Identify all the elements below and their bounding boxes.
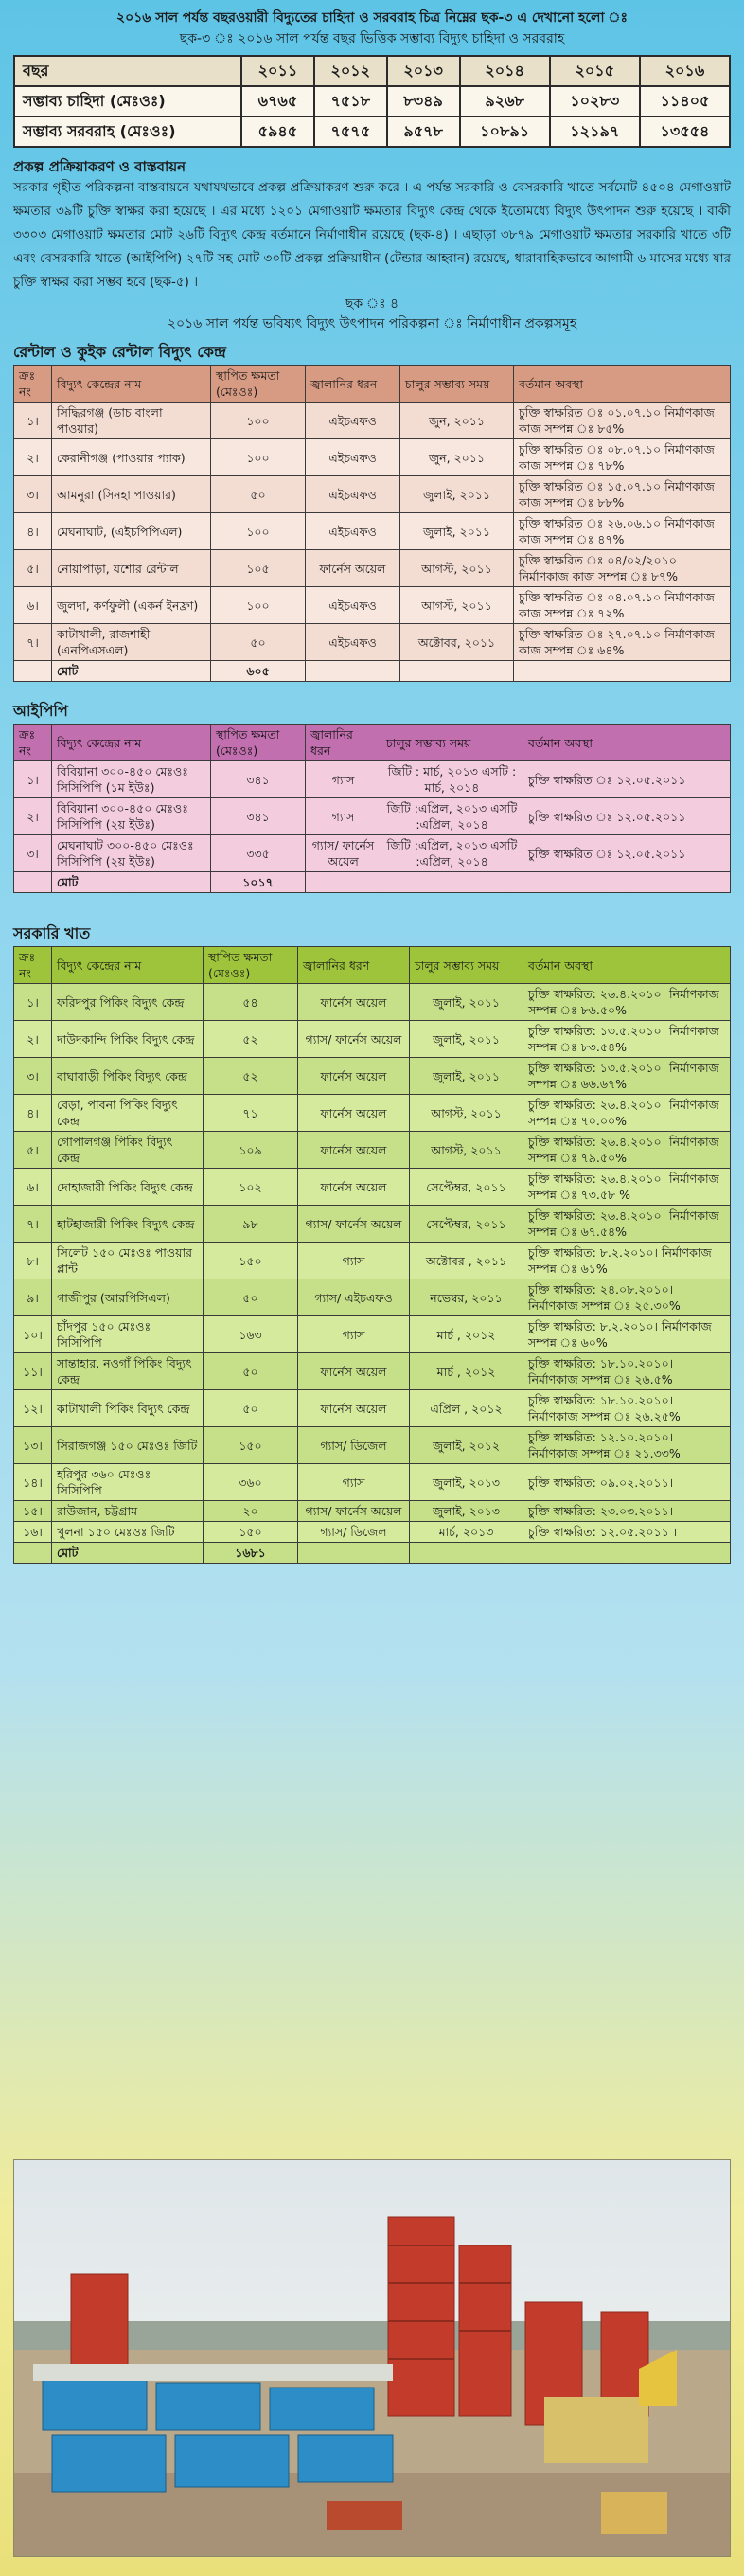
serial-cell: ২। xyxy=(14,439,52,476)
serial-cell: ১৫। xyxy=(14,1501,52,1522)
table-row xyxy=(14,513,731,550)
empty-cell xyxy=(514,661,731,682)
column-header: চালুর সম্ভাব্য সময় xyxy=(400,366,514,402)
fuel-cell: ফার্নেস অয়েল xyxy=(298,1095,410,1132)
plant-name-cell: বিবিয়ানা ৩০০-৪৫০ মেঃওঃ সিসিপিপি (২য় ইউঃ) xyxy=(52,798,211,835)
capacity-cell: ৩৪১ xyxy=(211,798,306,835)
plant-name-cell: খুলনা ১৫০ মেঃওঃ জিটি xyxy=(52,1522,204,1543)
status-cell: চুক্তি স্বাক্ষরিত ঃ ২৭.০৭.১০ নির্মাণকাজ কাজ সম্পন্ন ঃ ৬৪% xyxy=(514,624,731,661)
capacity-cell: ৫০ xyxy=(211,476,306,513)
capacity-cell: ১৫০ xyxy=(204,1522,298,1543)
document xyxy=(13,8,731,1564)
plant-name-cell: গাজীপুর (আরপিসিএল) xyxy=(52,1279,204,1316)
commissioning-time-cell: আগস্ট, ২০১১ xyxy=(410,1132,523,1169)
fuel-cell: গ্যাস xyxy=(306,761,381,798)
commissioning-time-cell: মার্চ , ২০১২ xyxy=(410,1353,523,1390)
serial-cell: ১৪। xyxy=(14,1464,52,1501)
commissioning-time-cell: জুলাই, ২০১১ xyxy=(410,1021,523,1058)
total-label: মোট xyxy=(52,661,211,682)
plant-name-cell: ফরিদপুর পিকিং বিদ্যুৎ কেন্দ্র xyxy=(52,984,204,1021)
plant-name-cell: দোহাজারী পিকিং বিদ্যুৎ কেন্দ্র xyxy=(52,1169,204,1206)
serial-cell: ৩। xyxy=(14,476,52,513)
total-row xyxy=(14,1543,731,1564)
commissioning-time-cell: এপ্রিল , ২০১২ xyxy=(410,1390,523,1427)
serial-cell: ৫। xyxy=(14,550,52,587)
commissioning-time-cell: জুলাই, ২০১১ xyxy=(410,984,523,1021)
column-header: বর্তমান অবস্থা xyxy=(523,724,731,761)
fuel-cell: গ্যাস xyxy=(306,798,381,835)
table-row xyxy=(14,1169,731,1206)
serial-cell: ৪। xyxy=(14,513,52,550)
fuel-cell: এইচএফও xyxy=(306,402,400,439)
empty-cell xyxy=(298,1543,410,1564)
total-value: ১৬৮১ xyxy=(204,1543,298,1564)
supply-cell: ১০৮৯১ xyxy=(460,116,550,147)
demand-cell: ৬৭৬৫ xyxy=(241,86,314,116)
supply-cell: ১২১৯৭ xyxy=(550,116,640,147)
fuel-cell: গ্যাস/ ডিজেল xyxy=(298,1427,410,1464)
commissioning-time-cell: অক্টোবর, ২০১১ xyxy=(400,624,514,661)
column-header: স্থাপিত ক্ষমতা (মেঃওঃ) xyxy=(204,947,298,984)
commissioning-time-cell: আগস্ট, ২০১১ xyxy=(410,1095,523,1132)
total-label: মোট xyxy=(52,872,211,893)
capacity-cell: ৫২ xyxy=(204,1058,298,1095)
commissioning-time-cell: মার্চ , ২০১২ xyxy=(410,1316,523,1353)
status-cell: চুক্তি স্বাক্ষরিত: ২৬.৪.২০১০। নির্মাণকাজ সম্পন্ন ঃ ৭৩.৫৮ % xyxy=(523,1169,731,1206)
fuel-cell: এইচএফও xyxy=(306,439,400,476)
serial-cell: ৬। xyxy=(14,587,52,624)
commissioning-time-cell: সেপ্টেম্বর, ২০১১ xyxy=(410,1206,523,1243)
plant-name-cell: বেড়া, পাবনা পিকিং বিদ্যুৎ কেন্দ্র xyxy=(52,1095,204,1132)
capacity-cell: ১০০ xyxy=(211,402,306,439)
plant-name-cell: নোয়াপাড়া, যশোর রেন্টাল xyxy=(52,550,211,587)
status-cell: চুক্তি স্বাক্ষরিত: ২৪.০৮.২০১০। নির্মাণকাজ সম্পন্ন ঃ ২৫.৩০% xyxy=(523,1279,731,1316)
year-cell: ২০১১ xyxy=(241,56,314,86)
capacity-cell: ১৬৩ xyxy=(204,1316,298,1353)
status-cell: চুক্তি স্বাক্ষরিত: ২৬.৪.২০১০। নির্মাণকাজ সম্পন্ন ঃ ৭৯.৫০% xyxy=(523,1132,731,1169)
serial-cell: ২। xyxy=(14,798,52,835)
table-row xyxy=(14,1501,731,1522)
fuel-cell: গ্যাস/ ফার্নেস অয়েল xyxy=(298,1501,410,1522)
empty-cell xyxy=(306,872,381,893)
status-cell: চুক্তি স্বাক্ষরিত: ৮.২.২০১০। নির্মাণকাজ সম্পন্ন ঃ ৬০% xyxy=(523,1316,731,1353)
column-header: চালুর সম্ভাব্য সময় xyxy=(381,724,523,761)
serial-cell: ১। xyxy=(14,761,52,798)
commissioning-time-cell: অক্টোবর , ২০১১ xyxy=(410,1243,523,1279)
fuel-cell: ফার্নেস অয়েল xyxy=(298,1132,410,1169)
table-header-row xyxy=(14,724,731,761)
serial-cell: ১২। xyxy=(14,1390,52,1427)
total-label: মোট xyxy=(52,1543,204,1564)
table-row xyxy=(14,476,731,513)
plant-name-cell: হরিপুর ৩৬০ মেঃওঃ সিসিপিপি xyxy=(52,1464,204,1501)
year-cell: ২০১৬ xyxy=(640,56,730,86)
plant-name-cell: চাঁদপুর ১৫০ মেঃওঃ সিসিপিপি xyxy=(52,1316,204,1353)
column-header: ক্রঃ নং xyxy=(14,724,52,761)
status-cell: চুক্তি স্বাক্ষরিত: ২৩.০৩.২০১১। xyxy=(523,1501,731,1522)
capacity-cell: ৫০ xyxy=(204,1353,298,1390)
demand-cell: ৮৩৪৯ xyxy=(387,86,460,116)
fuel-cell: ফার্নেস অয়েল xyxy=(298,1169,410,1206)
column-header: বিদ্যুৎ কেন্দ্রের নাম xyxy=(52,366,211,402)
column-header: জ্বালানির ধরন xyxy=(306,724,381,761)
table-row xyxy=(14,587,731,624)
plant-name-cell: জুলদা, কর্ণফুলী (একর্ন ইনফ্রা) xyxy=(52,587,211,624)
capacity-cell: ১৫০ xyxy=(204,1243,298,1279)
commissioning-time-cell: আগস্ট, ২০১১ xyxy=(400,550,514,587)
status-cell: চুক্তি স্বাক্ষরিত: ১৩.৫.২০১০। নির্মাণকাজ সম্পন্ন ঃ ৮৩.৫৪% xyxy=(523,1021,731,1058)
capacity-cell: ৩৪১ xyxy=(211,761,306,798)
status-cell: চুক্তি স্বাক্ষরিত ঃ ০১.০৭.১০ নির্মাণকাজ কাজ সম্পন্ন ঃ ৮৫% xyxy=(514,402,731,439)
capacity-cell: ৫৪ xyxy=(204,984,298,1021)
plant-name-cell: কেরানীগঞ্জ (পাওয়ার প্যাক) xyxy=(52,439,211,476)
demand-cell: ৭৫১৮ xyxy=(314,86,387,116)
capacity-cell: ৩৬০ xyxy=(204,1464,298,1501)
commissioning-time-cell: জুলাই, ২০১৩ xyxy=(410,1501,523,1522)
serial-cell: ১১। xyxy=(14,1353,52,1390)
plant-name-cell: মেঘনাঘাট, (এইচপিপিএল) xyxy=(52,513,211,550)
status-cell: চুক্তি স্বাক্ষরিত ঃ ১৫.০৭.১০ নির্মাণকাজ কাজ সম্পন্ন ঃ ৮৮% xyxy=(514,476,731,513)
empty-cell xyxy=(14,661,52,682)
column-header: বিদ্যুৎ কেন্দ্রের নাম xyxy=(52,724,211,761)
plant-name-cell: সিদ্ধিরগঞ্জ (ডাচ বাংলা পাওয়ার) xyxy=(52,402,211,439)
table-row xyxy=(14,1279,731,1316)
fuel-cell: এইচএফও xyxy=(306,476,400,513)
serial-cell: ৪। xyxy=(14,1095,52,1132)
year-row xyxy=(14,56,730,86)
year-label: বছর xyxy=(14,56,241,86)
table-row xyxy=(14,550,731,587)
column-header: বর্তমান অবস্থা xyxy=(523,947,731,984)
table-row xyxy=(14,1522,731,1543)
capacity-cell: ১০০ xyxy=(211,513,306,550)
table-row xyxy=(14,1427,731,1464)
column-header: চালুর সম্ভাব্য সময় xyxy=(410,947,523,984)
column-header: জ্বালানির ধরন xyxy=(306,366,400,402)
serial-cell: ৮। xyxy=(14,1243,52,1279)
fuel-cell: গ্যাস/ ফার্নেস অয়েল xyxy=(298,1206,410,1243)
serial-cell: ৩। xyxy=(14,1058,52,1095)
table-row xyxy=(14,402,731,439)
chart4-label: ছক ঃ ৪ xyxy=(345,296,399,312)
fuel-cell: গ্যাস xyxy=(298,1464,410,1501)
commissioning-time-cell: জুলাই, ২০১৩ xyxy=(410,1464,523,1501)
table-header-row xyxy=(14,366,731,402)
fuel-cell: এইচএফও xyxy=(306,513,400,550)
fuel-cell: গ্যাস/ ফার্নেস অয়েল xyxy=(306,835,381,872)
supply-label: সম্ভাব্য সরবরাহ (মেঃওঃ) xyxy=(14,116,241,147)
table-row xyxy=(14,1464,731,1501)
empty-cell xyxy=(523,872,731,893)
commissioning-time-cell: জিটি :এপ্রিল, ২০১৩ এসটি :এপ্রিল, ২০১৪ xyxy=(381,835,523,872)
status-cell: চুক্তি স্বাক্ষরিত: ০৯.০২.২০১১। xyxy=(523,1464,731,1501)
supply-cell: ১৩৫৫৪ xyxy=(640,116,730,147)
capacity-cell: ৫০ xyxy=(211,624,306,661)
table-row xyxy=(14,1353,731,1390)
column-header: ক্রঃ নং xyxy=(14,947,52,984)
column-header: বিদ্যুৎ কেন্দ্রের নাম xyxy=(52,947,204,984)
plant-name-cell: হাটহাজারী পিকিং বিদ্যুৎ কেন্দ্র xyxy=(52,1206,204,1243)
commissioning-time-cell: জুন, ২০১১ xyxy=(400,402,514,439)
year-cell: ২০১২ xyxy=(314,56,387,86)
fuel-cell: গ্যাস/ ফার্নেস অয়েল xyxy=(298,1021,410,1058)
capacity-cell: ২০ xyxy=(204,1501,298,1522)
fuel-cell: ফার্নেস অয়েল xyxy=(306,550,400,587)
table-row xyxy=(14,1316,731,1353)
rental-table xyxy=(13,365,731,682)
status-cell: চুক্তি স্বাক্ষরিত: ২৬.৪.২০১০। নির্মাণকাজ সম্পন্ন ঃ ৮৬.৫০% xyxy=(523,984,731,1021)
column-header: স্থাপিত ক্ষমতা (মেঃওঃ) xyxy=(211,366,306,402)
capacity-cell: ১০৫ xyxy=(211,550,306,587)
supply-row xyxy=(14,116,730,147)
total-value: ৬০৫ xyxy=(211,661,306,682)
table-row xyxy=(14,1390,731,1427)
capacity-cell: ৩৩৫ xyxy=(211,835,306,872)
serial-cell: ৫। xyxy=(14,1132,52,1169)
fuel-cell: ফার্নেস অয়েল xyxy=(298,1390,410,1427)
status-cell: চুক্তি স্বাক্ষরিত: ২৬.৪.২০১০। নির্মাণকাজ সম্পন্ন ঃ ৬৭.৫৪% xyxy=(523,1206,731,1243)
commissioning-time-cell: সেপ্টেম্বর, ২০১১ xyxy=(410,1169,523,1206)
empty-cell xyxy=(523,1543,731,1564)
plant-name-cell: সিরাজগঞ্জ ১৫০ মেঃওঃ জিটি xyxy=(52,1427,204,1464)
demand-label: সম্ভাব্য চাহিদা (মেঃওঃ) xyxy=(14,86,241,116)
capacity-cell: ১০০ xyxy=(211,587,306,624)
table-row xyxy=(14,1021,731,1058)
table-row xyxy=(14,624,731,661)
serial-cell: ১০। xyxy=(14,1316,52,1353)
fuel-cell: ফার্নেস অয়েল xyxy=(298,984,410,1021)
status-cell: চুক্তি স্বাক্ষরিত ঃ ১২.০৫.২০১১ xyxy=(523,835,731,872)
table-row xyxy=(14,439,731,476)
fuel-cell: এইচএফও xyxy=(306,624,400,661)
supply-cell: ৫৯৪৫ xyxy=(241,116,314,147)
table-row xyxy=(14,1243,731,1279)
commissioning-time-cell: জুলাই, ২০১১ xyxy=(410,1058,523,1095)
status-cell: চুক্তি স্বাক্ষরিত ঃ ০৪.০৭.১০ নির্মাণকাজ কাজ সম্পন্ন ঃ ৭২% xyxy=(514,587,731,624)
fuel-cell: গ্যাস xyxy=(298,1243,410,1279)
govt-table-title: সরকারি খাত xyxy=(13,924,91,942)
table-row xyxy=(14,761,731,798)
govt-table xyxy=(13,946,731,1564)
table-row xyxy=(14,798,731,835)
capacity-cell: ৯৮ xyxy=(204,1206,298,1243)
plant-name-cell: দাউদকান্দি পিকিং বিদ্যুৎ কেন্দ্র xyxy=(52,1021,204,1058)
empty-cell xyxy=(306,661,400,682)
year-cell: ২০১৪ xyxy=(460,56,550,86)
plant-name-cell: বিবিয়ানা ৩০০-৪৫০ মেঃওঃ সিসিপিপি (১ম ইউঃ) xyxy=(52,761,211,798)
commissioning-time-cell: মার্চ, ২০১৩ xyxy=(410,1522,523,1543)
capacity-cell: ১৫০ xyxy=(204,1427,298,1464)
commissioning-time-cell: জুন, ২০১১ xyxy=(400,439,514,476)
empty-cell xyxy=(400,661,514,682)
commissioning-time-cell: জিটি : মার্চ, ২০১৩ এসটি : মার্চ, ২০১৪ xyxy=(381,761,523,798)
plant-name-cell: মেঘনাঘাট ৩০০-৪৫০ মেঃওঃ সিসিপিপি (২য় ইউঃ) xyxy=(52,835,211,872)
capacity-cell: ১০০ xyxy=(211,439,306,476)
status-cell: চুক্তি স্বাক্ষরিত: ১৮.১০.২০১০। নির্মাণকাজ সম্পন্ন ঃ ২৬.৫% xyxy=(523,1353,731,1390)
fuel-cell: ফার্নেস অয়েল xyxy=(298,1058,410,1095)
fuel-cell: গ্যাস/ এইচএফও xyxy=(298,1279,410,1316)
ipp-table xyxy=(13,724,731,893)
status-cell: চুক্তি স্বাক্ষরিত: ১২.১০.২০১০। নির্মাণকাজ সম্পন্ন ঃ ২১.৩৩% xyxy=(523,1427,731,1464)
total-row xyxy=(14,661,731,682)
plant-name-cell: কাটাখালী, রাজশাহী (এনপিএসএল) xyxy=(52,624,211,661)
plant-name-cell: সিলেট ১৫০ মেঃওঃ পাওয়ার প্লান্ট xyxy=(52,1243,204,1279)
serial-cell: ১। xyxy=(14,984,52,1021)
empty-cell xyxy=(14,1543,52,1564)
demand-supply-table xyxy=(13,55,731,148)
plant-name-cell: সান্তাহার, নওগাঁ পিকিং বিদ্যুৎ কেন্দ্র xyxy=(52,1353,204,1390)
table-row xyxy=(14,984,731,1021)
column-header: ক্রঃ নং xyxy=(14,366,52,402)
serial-cell: ১৩। xyxy=(14,1427,52,1464)
demand-cell: ১১৪০৫ xyxy=(640,86,730,116)
serial-cell: ৯। xyxy=(14,1279,52,1316)
fuel-cell: এইচএফও xyxy=(306,587,400,624)
serial-cell: ৭। xyxy=(14,624,52,661)
total-row xyxy=(14,872,731,893)
table-row xyxy=(14,1206,731,1243)
column-header: স্থাপিত ক্ষমতা (মেঃওঃ) xyxy=(211,724,306,761)
capacity-cell: ৫০ xyxy=(204,1279,298,1316)
plant-name-cell: গোপালগঞ্জ পিকিং বিদ্যুৎ কেন্দ্র xyxy=(52,1132,204,1169)
table-header-row xyxy=(14,947,731,984)
capacity-cell: ৫২ xyxy=(204,1021,298,1058)
serial-cell: ৬। xyxy=(14,1169,52,1206)
capacity-cell: ৭১ xyxy=(204,1095,298,1132)
fuel-cell: গ্যাস xyxy=(298,1316,410,1353)
plant-name-cell: বাঘাবাড়ী পিকিং বিদ্যুৎ কেন্দ্র xyxy=(52,1058,204,1095)
demand-cell: ৯২৬৮ xyxy=(460,86,550,116)
status-cell: চুক্তি স্বাক্ষরিত ঃ ১২.০৫.২০১১ xyxy=(523,761,731,798)
table-row xyxy=(14,1095,731,1132)
fuel-cell: গ্যাস/ ডিজেল xyxy=(298,1522,410,1543)
supply-cell: ৯৫৭৮ xyxy=(387,116,460,147)
intro-line: ২০১৬ সাল পর্যন্ত বছরওয়ারী বিদ্যুতের চাহিদা ও সরবরাহ চিত্র নিম্নের ছক-৩ এ দেখানো হলো ঃ xyxy=(116,10,628,26)
status-cell: চুক্তি স্বাক্ষরিত: ৮.২.২০১০। নির্মাণকাজ সম্পন্ন ঃ ৬১% xyxy=(523,1243,731,1279)
status-cell: চুক্তি স্বাক্ষরিত: ১৩.৫.২০১০। নির্মাণকাজ সম্পন্ন ঃ ৬৬.৬৭% xyxy=(523,1058,731,1095)
commissioning-time-cell: নভেম্বর, ২০১১ xyxy=(410,1279,523,1316)
table-row xyxy=(14,1132,731,1169)
chart4-title: ২০১৬ সাল পর্যন্ত ভবিষ্যৎ বিদ্যুৎ উৎপাদন পরিকল্পনা ঃ নির্মাণাধীন প্রকল্পসমূহ xyxy=(167,316,577,331)
serial-cell: ১। xyxy=(14,402,52,439)
commissioning-time-cell: জিটি :এপ্রিল, ২০১৩ এসটি :এপ্রিল, ২০১৪ xyxy=(381,798,523,835)
serial-cell: ২। xyxy=(14,1021,52,1058)
year-cell: ২০১৩ xyxy=(387,56,460,86)
table-row xyxy=(14,835,731,872)
status-cell: চুক্তি স্বাক্ষরিত ঃ ০৮.০৭.১০ নির্মাণকাজ কাজ সম্পন্ন ঃ ৭৮% xyxy=(514,439,731,476)
commissioning-time-cell: আগস্ট, ২০১১ xyxy=(400,587,514,624)
empty-cell xyxy=(410,1543,523,1564)
capacity-cell: ১০২ xyxy=(204,1169,298,1206)
chart3-title: ছক-৩ ঃ ২০১৬ সাল পর্যন্ত বছর ভিত্তিক সম্ভাব্য বিদ্যুৎ চাহিদা ও সরবরাহ xyxy=(179,31,565,46)
construction-photo xyxy=(13,2159,731,2557)
status-cell: চুক্তি স্বাক্ষরিত: ২৬.৪.২০১০। নির্মাণকাজ সম্পন্ন ঃ ৭০.০০% xyxy=(523,1095,731,1132)
fuel-cell: ফার্নেস অয়েল xyxy=(298,1353,410,1390)
column-header: জ্বালানির ধরণ xyxy=(298,947,410,984)
demand-row xyxy=(14,86,730,116)
status-cell: চুক্তি স্বাক্ষরিত ঃ ২৬.০৬.১০ নির্মাণকাজ কাজ সম্পন্ন ঃ ৪৭% xyxy=(514,513,731,550)
supply-cell: ৭৫৭৫ xyxy=(314,116,387,147)
total-value: ১০১৭ xyxy=(211,872,306,893)
plant-name-cell: কাটাখালী পিকিং বিদ্যুৎ কেন্দ্র xyxy=(52,1390,204,1427)
serial-cell: ৩। xyxy=(14,835,52,872)
rental-table-title: রেন্টাল ও কুইক রেন্টাল বিদ্যুৎ কেন্দ্র xyxy=(13,343,226,361)
serial-cell: ৭। xyxy=(14,1206,52,1243)
commissioning-time-cell: জুলাই, ২০১২ xyxy=(410,1427,523,1464)
empty-cell xyxy=(381,872,523,893)
plant-name-cell: রাউজান, চট্টগ্রাম xyxy=(52,1501,204,1522)
ipp-table-title: আইপিপি xyxy=(13,702,68,720)
body-paragraph: সরকার গৃহীত পরিকল্পনা বাস্তবায়নে যথাযথভাবে প্রকল্প প্রক্রিয়াকরণ শুরু করে । এ পর্যন্ত সরকারি ও বেসরকারি খাতে সর্বমোট ৪৫০৪ মেগাওয়াট ক্ষমতার ৩৯টি চুক্তি স্বাক্ষর করা হয়েছে । এর মধ্যে ১২০১ মেগাওয়াট ক্ষমতার বিদ্যুৎ কেন্দ্র থেকে ইতোমধ্যে বিদ্যুৎ উৎপাদন শুরু হয়েছে । বাকী ৩৩০৩ মেগাওয়াট ক্ষমতার মোট ২৬টি বিদ্যুৎ কেন্দ্র বর্তমানে নির্মাণাধীন রয়েছে (ছক-৪) । এছাড়া ৩৮৭৯ মেগাওয়াট ক্ষমতার সরকারি খাতে ৩টি এবং বেসরকারি খাতে (আইপিপি) ২৭টি সহ মোট ৩০টি প্রকল্প প্রক্রিয়াধীন (টেন্ডার আহ্বান) রয়েছে, ধারাবাহিকভাবে আগামী ৬ মাসের মধ্যে যার চুক্তি স্বাক্ষর করা সম্ভব হবে (ছক-৫) । xyxy=(13,180,731,290)
capacity-cell: ১০৯ xyxy=(204,1132,298,1169)
year-cell: ২০১৫ xyxy=(550,56,640,86)
commissioning-time-cell: জুলাই, ২০১১ xyxy=(400,513,514,550)
status-cell: চুক্তি স্বাক্ষরিত: ১২.০৫.২০১১ । xyxy=(523,1522,731,1543)
serial-cell: ১৬। xyxy=(14,1522,52,1543)
status-cell: চুক্তি স্বাক্ষরিত: ১৮.১০.২০১০। নির্মাণকাজ সম্পন্ন ঃ ২৬.২৫% xyxy=(523,1390,731,1427)
commissioning-time-cell: জুলাই, ২০১১ xyxy=(400,476,514,513)
table-row xyxy=(14,1058,731,1095)
status-cell: চুক্তি স্বাক্ষরিত ঃ ০৪/০২/২০১০ নির্মাণকাজ কাজ সম্পন্ন ঃ ৮৭% xyxy=(514,550,731,587)
empty-cell xyxy=(14,872,52,893)
capacity-cell: ৫০ xyxy=(204,1390,298,1427)
section-heading: প্রকল্প প্রক্রিয়াকরণ ও বাস্তবায়ন xyxy=(13,158,186,175)
column-header: বর্তমান অবস্থা xyxy=(514,366,731,402)
plant-name-cell: আমনুরা (সিনহা পাওয়ার) xyxy=(52,476,211,513)
status-cell: চুক্তি স্বাক্ষরিত ঃ ১২.০৫.২০১১ xyxy=(523,798,731,835)
demand-cell: ১০২৮৩ xyxy=(550,86,640,116)
